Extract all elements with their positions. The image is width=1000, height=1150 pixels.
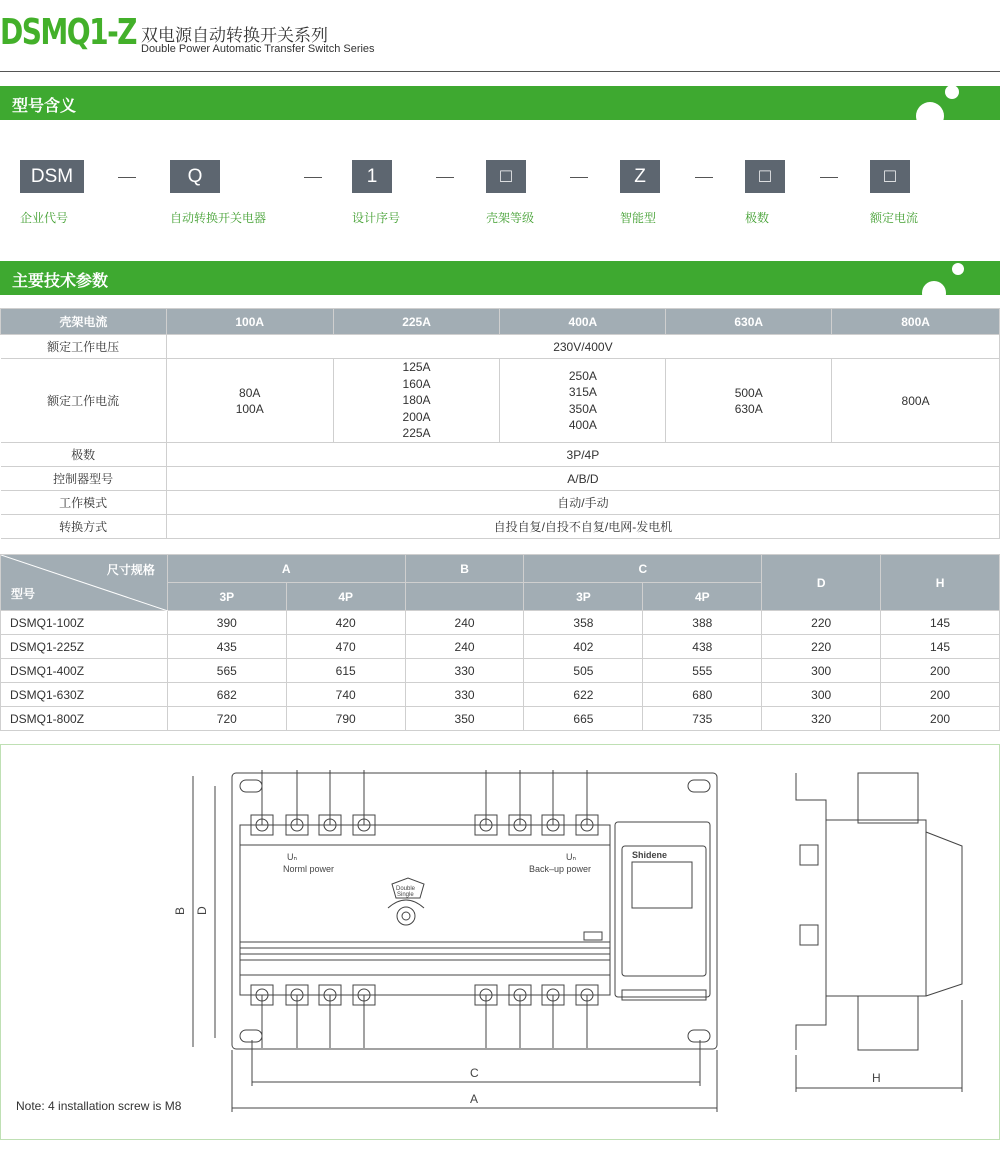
code-box: Z — [620, 160, 660, 193]
code-box: Q — [170, 160, 220, 193]
controller-housing — [615, 822, 710, 997]
drawing-note: Note: 4 installation screw is M8 — [16, 1099, 182, 1113]
header-cell: D — [762, 555, 881, 611]
code-separator — [695, 177, 713, 178]
dim-cell: 665 — [524, 707, 643, 731]
side-body — [826, 820, 926, 996]
current-cell: 500A 630A — [666, 359, 832, 443]
brand-label: Shidene — [632, 850, 668, 860]
header-cell: 800A — [832, 309, 1000, 335]
dim-cell: 320 — [762, 707, 881, 731]
leaf-decoration-icon — [900, 261, 970, 295]
dim-cell: 220 — [762, 611, 881, 635]
corner-cell — [1, 555, 168, 611]
code-label: 壳架等级 — [486, 211, 535, 225]
dim-cell: 682 — [167, 683, 286, 707]
table-row — [1, 683, 1000, 707]
row-value: 自投自复/自投不自复/电网-发电机 — [166, 515, 999, 539]
knob — [397, 907, 415, 925]
section-title: 主要技术参数 — [12, 273, 109, 290]
table-row — [1, 707, 1000, 731]
dim-cell: 300 — [762, 659, 881, 683]
rating-plate — [584, 932, 602, 940]
dim-cell: 240 — [405, 611, 524, 635]
page-header — [0, 0, 1000, 72]
header-cell: 225A — [333, 309, 500, 335]
params-header-row — [1, 309, 1000, 335]
dim-cell: 420 — [286, 611, 405, 635]
subheader-cell: 3P — [167, 583, 286, 611]
dim-cell: 735 — [643, 707, 762, 731]
row-value: 自动/手动 — [166, 491, 999, 515]
title-cn: 双电源自动转换开关系列 — [141, 26, 328, 45]
subheader-cell: 4P — [286, 583, 405, 611]
code-separator — [118, 177, 136, 178]
row-value: 3P/4P — [166, 443, 999, 467]
dimension-table — [0, 554, 1000, 731]
code-label: 极数 — [745, 211, 770, 225]
header-cell: B — [405, 555, 524, 583]
current-cell: 250A 315A 350A 400A — [500, 359, 666, 443]
switch-body — [240, 825, 610, 995]
model-cell: DSMQ1-630Z — [1, 683, 168, 707]
table-row — [1, 635, 1000, 659]
current-cell: 800A — [832, 359, 1000, 443]
table-row — [1, 611, 1000, 635]
current-cell: 80A 100A — [166, 359, 333, 443]
code-separator — [304, 177, 322, 178]
row-label: 极数 — [1, 443, 167, 467]
section-banner-tech-params — [0, 261, 1000, 295]
row-label: 转换方式 — [1, 515, 167, 539]
header-cell: 400A — [500, 309, 666, 335]
dim-cell: 330 — [405, 683, 524, 707]
corner-top-label: 尺寸规格 — [106, 563, 155, 577]
dim-d-label: D — [195, 906, 209, 915]
controller-face — [622, 846, 706, 976]
dim-cell: 200 — [881, 659, 1000, 683]
row-label: 工作模式 — [1, 491, 167, 515]
model-cell: DSMQ1-225Z — [1, 635, 168, 659]
table-row — [1, 467, 1000, 491]
subheader-cell: 4P — [643, 583, 762, 611]
mount-hole — [688, 1030, 710, 1042]
table-row — [1, 659, 1000, 683]
table-row — [1, 359, 1000, 443]
dim-cell: 145 — [881, 635, 1000, 659]
side-bracket — [796, 773, 826, 1050]
side-terminal-top — [858, 773, 918, 823]
dim-cell: 740 — [286, 683, 405, 707]
dim-cell: 555 — [643, 659, 762, 683]
subheader-cell-empty — [405, 583, 524, 611]
mount-hole — [240, 780, 262, 792]
table-row — [1, 443, 1000, 467]
dim-h-label: H — [872, 1071, 881, 1085]
section-title: 型号含义 — [12, 98, 77, 115]
dim-cell: 350 — [405, 707, 524, 731]
dim-cell: 680 — [643, 683, 762, 707]
dim-cell: 435 — [167, 635, 286, 659]
dim-cell: 790 — [286, 707, 405, 731]
side-controller — [926, 832, 962, 996]
row-value: A/B/D — [166, 467, 999, 491]
code-box: □ — [870, 160, 910, 193]
dim-a-label: A — [470, 1092, 479, 1106]
knob-double-label: Double — [396, 886, 416, 892]
dim-cell: 470 — [286, 635, 405, 659]
code-label: 额定电流 — [870, 211, 919, 225]
code-separator — [570, 177, 588, 178]
code-box: □ — [486, 160, 526, 193]
model-cell: DSMQ1-400Z — [1, 659, 168, 683]
dim-cell: 505 — [524, 659, 643, 683]
subheader-cell: 3P — [524, 583, 643, 611]
table-row — [1, 335, 1000, 359]
code-separator — [820, 177, 838, 178]
dimension-rows — [1, 611, 1000, 731]
code-label: 自动转换开关电器 — [170, 211, 267, 225]
row-label: 额定工作电流 — [1, 359, 167, 443]
corner-bottom-label: 型号 — [11, 587, 36, 601]
dim-c-label: C — [470, 1066, 479, 1080]
technical-drawing — [0, 744, 1000, 1144]
dim-cell: 720 — [167, 707, 286, 731]
model-cell: DSMQ1-800Z — [1, 707, 168, 731]
code-box: 1 — [352, 160, 392, 193]
controller-display — [632, 862, 692, 908]
header-cell: C — [524, 555, 762, 583]
model-title: DSMQ1-Z — [0, 12, 136, 53]
code-box: □ — [745, 160, 785, 193]
dim-cell: 622 — [524, 683, 643, 707]
params-table — [0, 308, 1000, 539]
header-cell: 壳架电流 — [1, 309, 167, 335]
header-cell: 100A — [166, 309, 333, 335]
model-cell: DSMQ1-100Z — [1, 611, 168, 635]
mount-hole — [240, 1030, 262, 1042]
code-label: 企业代号 — [20, 211, 69, 225]
backup-power-label: Back–up power — [529, 864, 592, 874]
code-label: 智能型 — [620, 211, 657, 225]
knob-single-label: Single — [397, 892, 414, 898]
code-box: DSM — [20, 160, 84, 193]
header-cell: 630A — [666, 309, 832, 335]
section-banner-model-meaning — [0, 86, 1000, 120]
dim-cell: 300 — [762, 683, 881, 707]
row-value: 230V/400V — [166, 335, 999, 359]
dim-cell: 438 — [643, 635, 762, 659]
dim-cell: 388 — [643, 611, 762, 635]
table-row — [1, 515, 1000, 539]
dim-b-label: B — [173, 906, 187, 915]
dim-cell: 565 — [167, 659, 286, 683]
code-label: 设计序号 — [352, 211, 401, 225]
dim-header-row — [1, 555, 1000, 583]
header-cell: H — [881, 555, 1000, 611]
un-label-backup: Uₙ — [566, 852, 577, 862]
dim-cell: 200 — [881, 683, 1000, 707]
dim-cell: 390 — [167, 611, 286, 635]
dim-cell: 145 — [881, 611, 1000, 635]
un-label-normal: Uₙ — [287, 852, 298, 862]
title-en: Double Power Automatic Transfer Switch Series — [141, 43, 375, 55]
dim-cell: 240 — [405, 635, 524, 659]
dim-cell: 402 — [524, 635, 643, 659]
leaf-decoration-icon — [900, 86, 970, 120]
normal-power-label: Norml power — [283, 864, 335, 874]
row-label: 额定工作电压 — [1, 335, 167, 359]
mount-hole — [688, 780, 710, 792]
side-terminal-bottom — [858, 996, 918, 1050]
dim-cell: 220 — [762, 635, 881, 659]
current-cell: 125A 160A 180A 200A 225A — [333, 359, 500, 443]
code-separator — [436, 177, 454, 178]
row-label: 控制器型号 — [1, 467, 167, 491]
dim-cell: 358 — [524, 611, 643, 635]
dim-cell: 615 — [286, 659, 405, 683]
base-plate — [232, 773, 717, 1049]
dim-cell: 330 — [405, 659, 524, 683]
dim-cell: 200 — [881, 707, 1000, 731]
table-row — [1, 491, 1000, 515]
header-cell: A — [167, 555, 405, 583]
